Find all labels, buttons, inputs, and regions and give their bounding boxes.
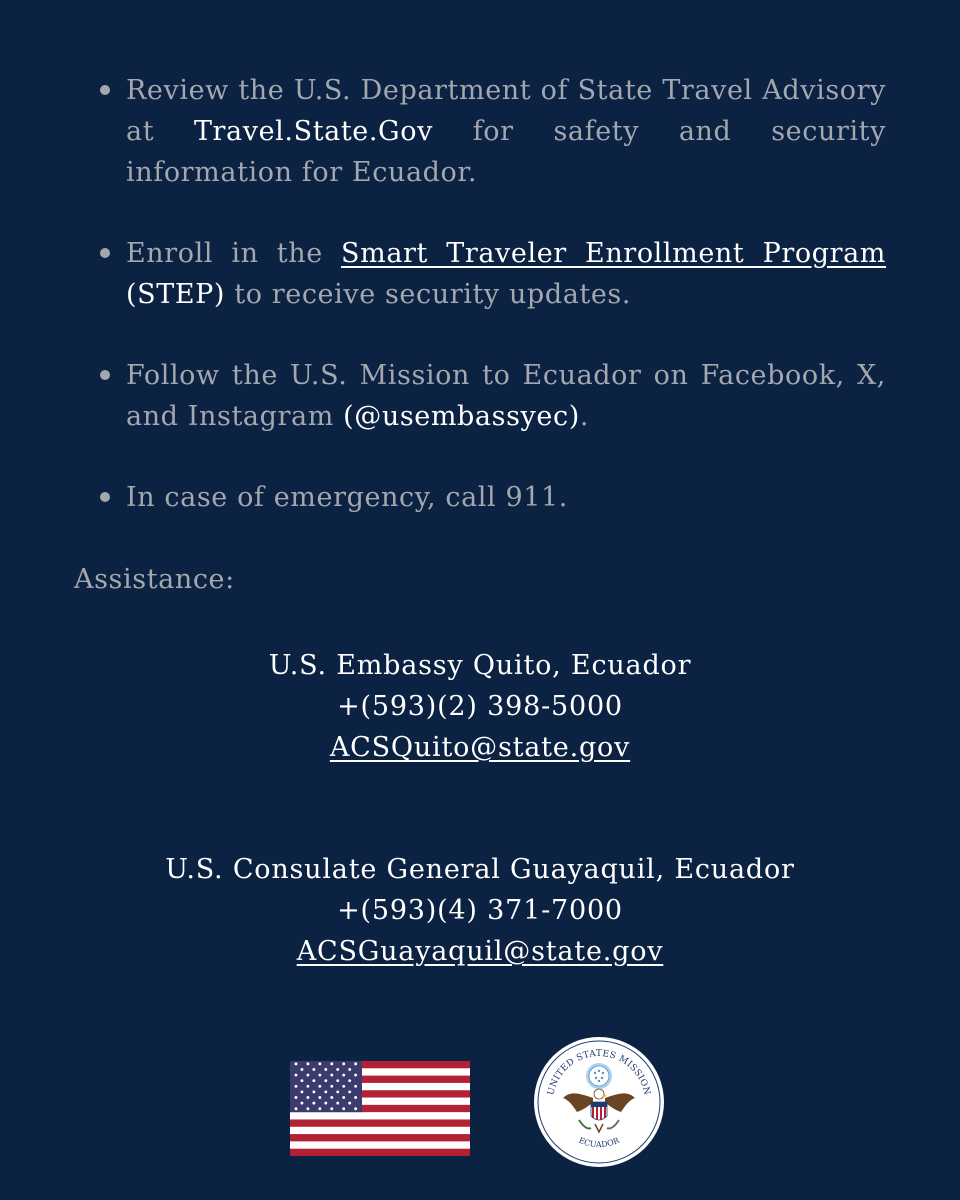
- flag-star: [324, 1068, 327, 1071]
- seal-top-text: UNITED STATES MISSION: [546, 1048, 652, 1097]
- flag-star: [324, 1090, 327, 1093]
- flag-star: [348, 1102, 351, 1105]
- flag-star: [312, 1102, 315, 1105]
- contact-embassy-quito: [0, 645, 960, 768]
- flag-star: [306, 1096, 309, 1099]
- flag-star: [354, 1074, 357, 1077]
- contact-consulate-guayaquil: [0, 849, 960, 972]
- flag-star: [295, 1074, 298, 1077]
- bullet-step-enrollment: Enroll in the Smart Traveler Enrollment Program (STEP) to receive security updates.: [96, 233, 886, 315]
- flag-star: [336, 1079, 339, 1082]
- flag-star: [312, 1068, 315, 1071]
- flag-star: [354, 1107, 357, 1110]
- flag-star: [318, 1074, 321, 1077]
- bullet-dot: [100, 85, 110, 95]
- flag-star: [301, 1102, 304, 1105]
- flag-star: [301, 1068, 304, 1071]
- flag-star: [330, 1074, 333, 1077]
- bullet-emergency: In case of emergency, call 911.: [96, 477, 886, 518]
- flag-star: [342, 1062, 345, 1065]
- bullet-dot: [100, 370, 110, 380]
- advice-list: [96, 70, 886, 558]
- flag-star: [295, 1062, 298, 1065]
- flag-star: [312, 1079, 315, 1082]
- bullet-travel-advisory: Review the U.S. Department of State Travel Advisory at Travel.State.Gov for safety and security information for Ecuador.: [96, 70, 886, 193]
- us-mission-seal-icon: [533, 1036, 665, 1168]
- flag-star: [318, 1107, 321, 1110]
- social-handle: (@usembassyec): [343, 401, 580, 432]
- contact-name: U.S. Consulate General Guayaquil, Ecuador: [165, 854, 795, 885]
- flag-star: [301, 1079, 304, 1082]
- flag-star: [306, 1062, 309, 1065]
- flag-star: [330, 1107, 333, 1110]
- contact-phone: +(593)(4) 371-7000: [337, 895, 623, 926]
- contact-name: U.S. Embassy Quito, Ecuador: [268, 650, 692, 681]
- seal-bottom-text: ECUADOR: [577, 1135, 621, 1150]
- flag-star: [342, 1074, 345, 1077]
- us-flag-icon: [290, 1061, 470, 1156]
- flag-star: [312, 1090, 315, 1093]
- flag-star: [348, 1068, 351, 1071]
- flag-star: [342, 1107, 345, 1110]
- flag-star: [306, 1074, 309, 1077]
- contact-phone: +(593)(2) 398-5000: [337, 691, 623, 722]
- contact-email-link[interactable]: ACSGuayaquil@state.gov: [296, 936, 664, 967]
- flag-star: [330, 1062, 333, 1065]
- flag-star: [330, 1096, 333, 1099]
- flag-star: [354, 1062, 357, 1065]
- flag-star: [330, 1085, 333, 1088]
- flag-star: [354, 1096, 357, 1099]
- flag-star: [354, 1085, 357, 1088]
- step-acronym: (STEP): [126, 279, 226, 310]
- flag-star: [295, 1085, 298, 1088]
- flag-star: [348, 1090, 351, 1093]
- flag-star: [342, 1096, 345, 1099]
- flag-star: [324, 1079, 327, 1082]
- flag-star: [324, 1102, 327, 1105]
- flag-star: [301, 1090, 304, 1093]
- flag-star: [306, 1085, 309, 1088]
- flag-star: [348, 1079, 351, 1082]
- flag-star: [295, 1096, 298, 1099]
- flag-star: [336, 1090, 339, 1093]
- flag-star: [336, 1102, 339, 1105]
- flag-star: [318, 1096, 321, 1099]
- flag-star: [318, 1062, 321, 1065]
- assistance-heading: Assistance:: [74, 564, 235, 595]
- travel-state-gov-link[interactable]: Travel.State.Gov: [193, 116, 433, 147]
- step-program-link[interactable]: Smart Traveler Enrollment Program: [341, 238, 887, 269]
- bullet-dot: [100, 492, 110, 502]
- flag-star: [306, 1107, 309, 1110]
- bullet-social-media: Follow the U.S. Mission to Ecuador on Facebook, X, and Instagram (@usembassyec).: [96, 355, 886, 437]
- flag-star: [318, 1085, 321, 1088]
- contact-email-link[interactable]: ACSQuito@state.gov: [329, 732, 631, 763]
- flag-star: [342, 1085, 345, 1088]
- flag-star: [295, 1107, 298, 1110]
- bullet-dot: [100, 248, 110, 258]
- flag-star: [336, 1068, 339, 1071]
